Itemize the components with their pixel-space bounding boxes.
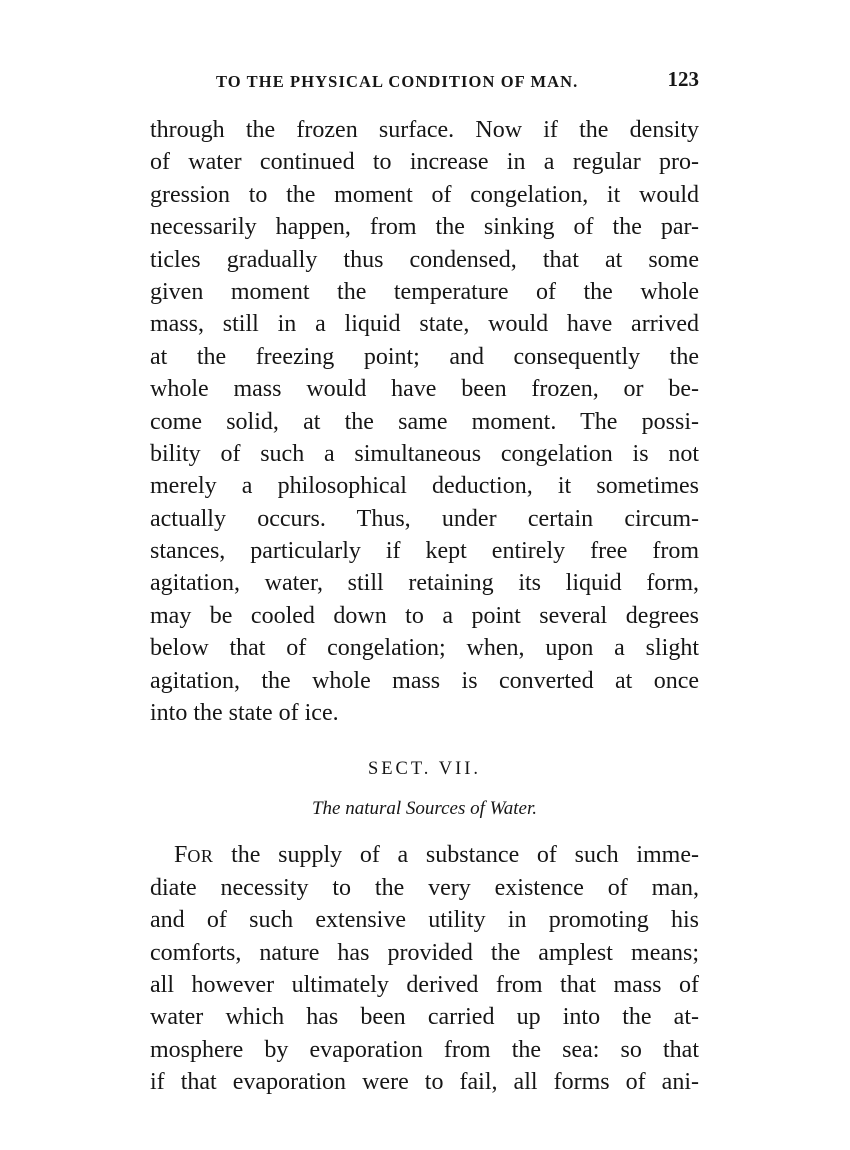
- text-line: stances, particularly if kept entirely free from: [150, 538, 699, 565]
- text-line: diate necessity to the very existence of man,: [150, 874, 699, 901]
- text-line: given moment the temperature of the whole: [150, 278, 699, 305]
- paragraph-1: [150, 114, 699, 729]
- text-line: bility of such a simultaneous congelation is not: [150, 440, 699, 467]
- text-line: merely a philosophical deduction, it sometimes: [150, 473, 699, 500]
- text-line: water which has been carried up into the at-: [150, 1004, 699, 1031]
- text-line: into the state of ice.: [150, 700, 339, 727]
- text-line: and of such extensive utility in promoting his: [150, 907, 699, 934]
- book-page: [150, 66, 699, 1099]
- page-number: 123: [667, 67, 699, 91]
- text-line: through the frozen surface. Now if the density: [150, 117, 699, 143]
- text-line: mosphere by evaporation from the sea: so that: [150, 1036, 699, 1063]
- drop-word-smallcaps: OR: [187, 846, 214, 867]
- text-line: at the freezing point; and consequently the: [150, 343, 699, 370]
- text-line: necessarily happen, from the sinking of the par-: [150, 214, 699, 241]
- text-line: may be cooled down to a point several degrees: [150, 602, 699, 629]
- text-line: comforts, nature has provided the amplest means;: [150, 939, 699, 966]
- text-line: come solid, at the same moment. The possi-: [150, 408, 699, 435]
- text-line: below that of congelation; when, upon a slight: [150, 635, 699, 662]
- running-title: TO THE PHYSICAL CONDITION OF MAN.: [216, 72, 579, 91]
- text-line: whole mass would have been frozen, or be-: [150, 376, 699, 403]
- text-line: all however ultimately derived from that mass of: [150, 971, 699, 998]
- running-head: [150, 66, 699, 100]
- text-line: agitation, the whole mass is converted at once: [150, 667, 699, 694]
- section-title: The natural Sources of Water.: [311, 798, 537, 820]
- text-line: gression to the moment of congelation, it would: [150, 181, 699, 208]
- text-line: if that evaporation were to fail, all forms of ani-: [150, 1069, 699, 1096]
- text-line: ticles gradually thus condensed, that at some: [150, 246, 699, 273]
- text-line: [150, 839, 699, 871]
- text-line: agitation, water, still retaining its liquid form,: [150, 570, 699, 597]
- paragraph-2: [150, 839, 699, 1098]
- text-line: actually occurs. Thus, under certain circum-: [150, 505, 699, 532]
- text-line: mass, still in a liquid state, would have arrived: [150, 311, 699, 338]
- section-heading: SECT. VII.: [367, 759, 482, 780]
- first-line-text: the supply of a substance of such imme-: [213, 842, 699, 869]
- text-line: of water continued to increase in a regular pro-: [150, 149, 699, 176]
- drop-word-initial: F: [174, 842, 188, 869]
